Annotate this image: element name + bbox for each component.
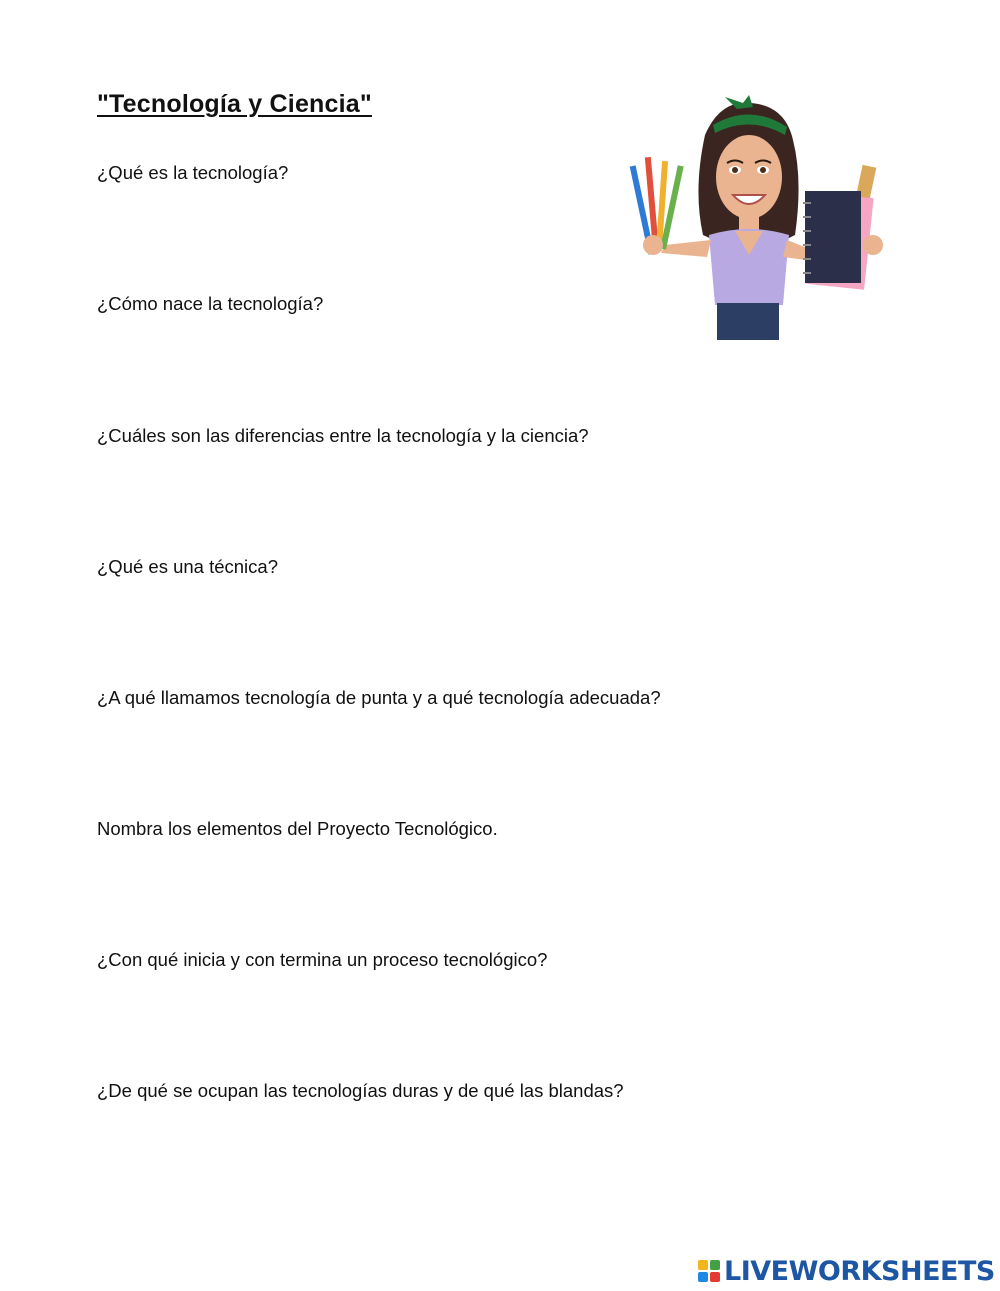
logo-block-green: [710, 1260, 720, 1270]
logo-text: LIVEWORKSHEETS: [724, 1255, 995, 1287]
question-4: ¿Qué es una técnica?: [97, 556, 278, 577]
teacher-avatar-icon: [625, 95, 895, 340]
logo-blocks-icon: [698, 1260, 720, 1282]
question-8: ¿De qué se ocupan las tecnologías duras y de qué las blandas?: [97, 1080, 624, 1101]
logo-block-red: [710, 1272, 720, 1282]
question-5: ¿A qué llamamos tecnología de punta y a qué tecnología adecuada?: [97, 687, 661, 708]
question-7: ¿Con qué inicia y con termina un proceso tecnológico?: [97, 949, 548, 970]
logo-block-blue: [698, 1272, 708, 1282]
question-2: ¿Cómo nace la tecnología?: [97, 293, 324, 314]
liveworksheets-logo: [698, 1255, 995, 1287]
question-1: ¿Qué es la tecnología?: [97, 162, 289, 183]
question-3: ¿Cuáles son las diferencias entre la tecnología y la ciencia?: [97, 425, 589, 446]
logo-block-yellow: [698, 1260, 708, 1270]
question-6: Nombra los elementos del Proyecto Tecnológico.: [97, 818, 498, 839]
worksheet-title: "Tecnología y Ciencia": [97, 90, 372, 118]
